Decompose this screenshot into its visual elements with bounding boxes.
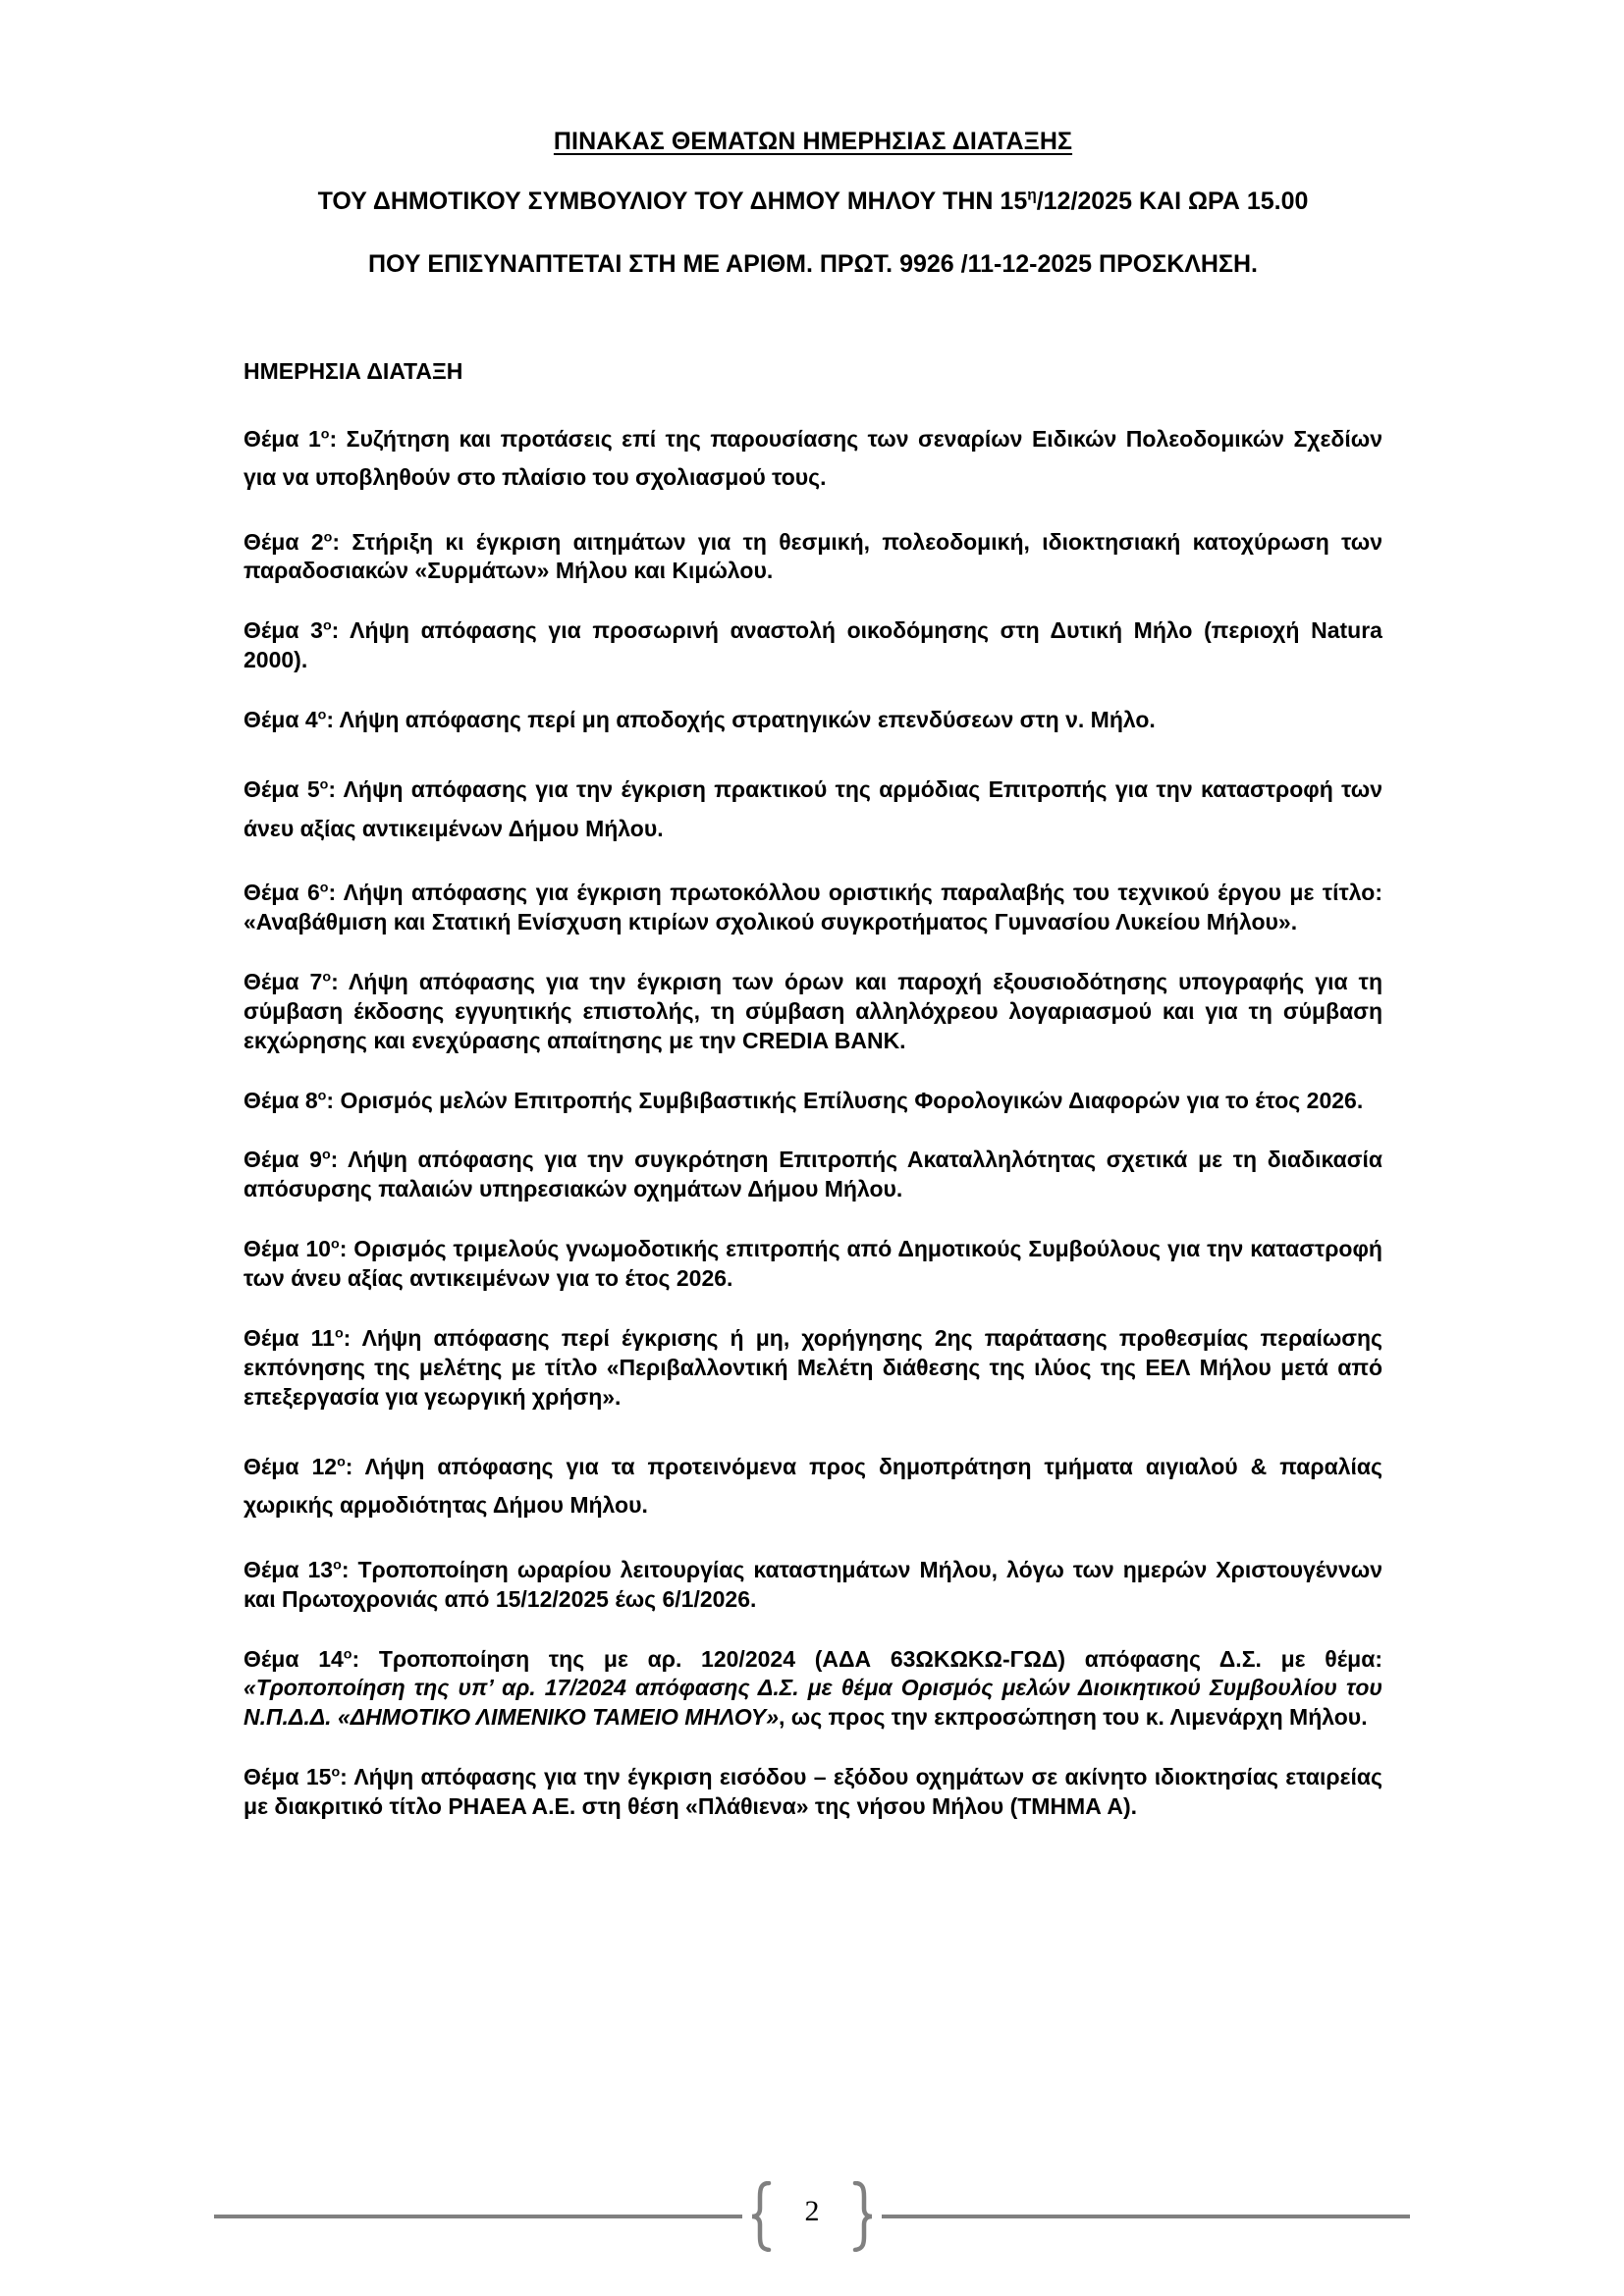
agenda-item-5-separator: : xyxy=(328,776,344,803)
subtitle-line-1-ordinal: η xyxy=(1027,187,1037,204)
agenda-item-1-label: Θέμα 1 xyxy=(244,425,321,452)
agenda-item-12-label: Θέμα 12 xyxy=(244,1453,338,1479)
agenda-item-4-ordinal: ο xyxy=(317,707,327,723)
agenda-item-3-text: Λήψη απόφασης για προσωρινή αναστολή οικοδόμησης στη Δυτική Μήλο (περιοχή Natura 2000). xyxy=(244,617,1382,673)
agenda-item-9-separator: : xyxy=(330,1147,349,1173)
agenda-item-1 xyxy=(244,385,1382,498)
agenda-item-13 xyxy=(244,1525,1382,1615)
agenda-item-11 xyxy=(244,1294,1382,1413)
page-number: 2 xyxy=(804,2195,820,2227)
page-footer xyxy=(0,2189,1624,2268)
agenda-item-4-text: Λήψη απόφασης περί μη αποδοχής στρατηγικών επενδύσεων στη ν. Μήλο. xyxy=(339,707,1156,733)
subtitle-line-1-before: ΤΟΥ ΔΗΜΟΤΙΚΟΥ ΣΥΜΒΟΥΛΙΟΥ ΤΟΥ ΔΗΜΟΥ ΜΗΛΟΥ ΤΗΝ 15 xyxy=(317,187,1028,215)
page-title-text: ΠΙΝΑΚΑΣ ΘΕΜΑΤΩΝ ΗΜΕΡΗΣΙΑΣ ΔΙΑΤΑΞΗΣ xyxy=(553,128,1073,155)
agenda-item-11-ordinal: ο xyxy=(334,1325,344,1342)
agenda-item-13-text: Τροποποίηση ωραρίου λειτουργίας καταστημάτων Μήλου, λόγω των ημερών Χριστουγέννων και Πρωτοχρονιάς από 15/12/2025 έως 6/1/2026. xyxy=(244,1556,1382,1612)
agenda-item-10-ordinal: ο xyxy=(330,1236,340,1253)
agenda-item-10 xyxy=(244,1204,1382,1294)
agenda-item-2 xyxy=(244,498,1382,587)
agenda-item-11-text: Λήψη απόφασης περί έγκρισης ή μη, χορήγησης 2ης παράτασης προθεσμίας περαίωσης εκπόνησης της μελέτης με τίτλο «Περιβαλλοντική Μελέτη διάθεσης της ιλύος της ΕΕΛ Μήλου μετά από επεξεργασία για γεωργική χρήση». xyxy=(244,1325,1383,1410)
agenda-item-8-text: Ορισμός μελών Επιτροπής Συμβιβαστικής Επίλυσης Φορολογικών Διαφορών για το έτος 2026. xyxy=(340,1087,1364,1113)
agenda-item-15-ordinal: ο xyxy=(331,1764,341,1781)
agenda-item-7-label: Θέμα 7 xyxy=(244,968,323,994)
agenda-item-10-text: Ορισμός τριμελούς γνωμοδοτικής επιτροπής από Δημοτικούς Συμβούλους για την καταστροφή των άνευ αξίας αντικειμένων για το έτος 2026. xyxy=(244,1236,1382,1292)
agenda-item-4-separator: : xyxy=(326,707,340,733)
page-title xyxy=(244,0,1382,156)
agenda-item-13-label: Θέμα 13 xyxy=(244,1556,334,1582)
agenda-item-4-label: Θέμα 4 xyxy=(244,707,318,733)
agenda-item-3-separator: : xyxy=(331,617,351,644)
agenda-item-12-text: Λήψη απόφασης για τα προτεινόμενα προς δημοπράτηση τμήματα αιγιαλού & παραλίας χωρικής αρμοδιότητας Δήμου Μήλου. xyxy=(244,1453,1383,1519)
agenda-item-10-label: Θέμα 10 xyxy=(244,1236,331,1262)
agenda-item-12 xyxy=(244,1413,1382,1525)
subtitle-line-1-after: /12/2025 ΚΑΙ ΩΡΑ 15.00 xyxy=(1036,187,1309,215)
agenda-item-5 xyxy=(244,735,1382,848)
agenda-item-2-ordinal: ο xyxy=(323,528,333,545)
agenda-item-13-separator: : xyxy=(341,1556,358,1582)
agenda-item-8-ordinal: ο xyxy=(317,1087,327,1103)
agenda-item-8-separator: : xyxy=(326,1087,341,1113)
agenda-item-15-text: Λήψη απόφασης για την έγκριση εισόδου – εξόδου οχημάτων σε ακίνητο ιδιοκτησίας εταιρείας με διακριτικό τίτλο PHAEA A.E. στη θέση «Πλάθιενα» της νήσου Μήλου (ΤΜΗΜΑ Α). xyxy=(244,1764,1382,1820)
agenda-item-15-separator: : xyxy=(340,1764,354,1790)
agenda-item-11-separator: : xyxy=(343,1325,362,1352)
agenda-list xyxy=(244,385,1382,1823)
agenda-item-9-ordinal: ο xyxy=(321,1147,331,1163)
agenda-item-11-label: Θέμα 11 xyxy=(244,1325,335,1352)
agenda-item-7-text: Λήψη απόφασης για την έγκριση των όρων και παροχή εξουσιοδότησης υπογραφής για τη σύμβαση έκδοσης εγγυητικής επιστολής, τη σύμβαση αλληλόχρεου λογαριασμού και για τη σύμβαση εκχώρησης και ενεχύρασης απαίτησης με την CREDIA BANK. xyxy=(244,968,1382,1053)
agenda-item-3 xyxy=(244,586,1382,675)
agenda-item-5-text: Λήψη απόφασης για την έγκριση πρακτικού της αρμόδιας Επιτροπής για την καταστροφή των άνευ αξίας αντικειμένων Δήμου Μήλου. xyxy=(244,776,1382,841)
agenda-item-14-label: Θέμα 14 xyxy=(244,1645,344,1672)
section-heading-agenda: ΗΜΕΡΗΣΙΑ ΔΙΑΤΑΞΗ xyxy=(244,357,463,384)
agenda-item-3-label: Θέμα 3 xyxy=(244,617,323,644)
agenda-item-9 xyxy=(244,1115,1382,1204)
agenda-item-15 xyxy=(244,1733,1382,1822)
agenda-item-1-ordinal: ο xyxy=(320,425,330,442)
agenda-item-14-text-italic: «Τροποποίηση της υπ’ αρ. 17/2024 απόφασης Δ.Σ. με θέμα Ορισμός μελών Διοικητικού Συμβουλίου του Ν.Π.Δ.Δ. «ΔΗΜΟΤΙΚΟ ΛΙΜΕΝΙΚΟ ΤΑΜΕΙΟ ΜΗΛΟΥ» xyxy=(244,1675,1382,1731)
agenda-item-14-separator: : xyxy=(352,1645,379,1672)
agenda-item-6-separator: : xyxy=(328,880,344,906)
agenda-item-1-separator: : xyxy=(329,425,347,452)
footer-rule-right xyxy=(882,2215,1410,2218)
subtitle-line-2: ΠΟΥ ΕΠΙΣΥΝΑΠΤΕΤΑΙ ΣΤΗ ΜΕ ΑΡΙΘΜ. ΠΡΩΤ. 9926 /11-12-2025 ΠΡΟΣΚΛΗΣΗ. xyxy=(368,249,1258,278)
agenda-item-14-text-after: , ως προς την εκπροσώπηση του κ. Λιμενάρχη Μήλου. xyxy=(779,1704,1368,1731)
agenda-item-8-label: Θέμα 8 xyxy=(244,1087,318,1113)
agenda-item-9-label: Θέμα 9 xyxy=(244,1147,322,1173)
agenda-item-7 xyxy=(244,937,1382,1056)
agenda-item-14 xyxy=(244,1615,1382,1734)
agenda-item-13-ordinal: ο xyxy=(333,1557,342,1574)
agenda-item-2-text: Στήριξη κι έγκριση αιτημάτων για τη θεσμική, πολεοδομική, ιδιοκτησιακή κατοχύρωση των παραδοσιακών «Συρμάτων» Μήλου και Κιμώλου. xyxy=(244,528,1382,584)
agenda-item-14-ordinal: ο xyxy=(343,1645,352,1662)
agenda-item-7-separator: : xyxy=(331,968,349,994)
agenda-item-6-ordinal: ο xyxy=(319,880,329,896)
agenda-item-5-label: Θέμα 5 xyxy=(244,776,320,803)
agenda-item-12-separator: : xyxy=(345,1453,365,1479)
agenda-item-7-ordinal: ο xyxy=(322,969,332,986)
agenda-item-12-ordinal: ο xyxy=(337,1454,346,1470)
agenda-item-9-text: Λήψη απόφασης για την συγκρότηση Επιτροπής Ακαταλληλότητας σχετικά με τη διαδικασία απόσυρσης παλαιών υπηρεσιακών οχημάτων Δήμου Μήλου. xyxy=(244,1147,1382,1202)
agenda-item-10-separator: : xyxy=(339,1236,354,1262)
agenda-item-1-text: Συζήτηση και προτάσεις επί της παρουσίασης των σεναρίων Ειδικών Πολεοδομικών Σχεδίων για να υποβληθούν στο πλαίσιο του σχολιασμού τους. xyxy=(244,425,1382,491)
subtitle-line-1 xyxy=(244,156,1382,219)
agenda-item-6-text: Λήψη απόφασης για έγκριση πρωτοκόλλου οριστικής παραλαβής του τεχνικού έργου με τίτλο: «Αναβάθμιση και Στατική Ενίσχυση κτιρίων σχολικού συγκροτήματος Γυμνασίου Λυκείου Μήλου». xyxy=(244,880,1382,935)
document-body xyxy=(244,0,1382,1822)
agenda-item-8 xyxy=(244,1056,1382,1116)
agenda-item-2-separator: : xyxy=(332,528,352,555)
agenda-item-2-label: Θέμα 2 xyxy=(244,528,324,555)
agenda-item-15-label: Θέμα 15 xyxy=(244,1764,332,1790)
agenda-item-6 xyxy=(244,848,1382,937)
agenda-item-3-ordinal: ο xyxy=(322,617,332,634)
agenda-item-6-label: Θέμα 6 xyxy=(244,880,320,906)
footer-rule-left xyxy=(214,2215,742,2218)
agenda-item-14-text-before: Τροποποίηση της με αρ. 120/2024 (ΑΔΑ 63ΩΚΩΚΩ-ΓΩΔ) απόφασης Δ.Σ. με θέμα: xyxy=(378,1645,1382,1672)
agenda-item-5-ordinal: ο xyxy=(319,776,329,793)
agenda-item-4 xyxy=(244,675,1382,735)
